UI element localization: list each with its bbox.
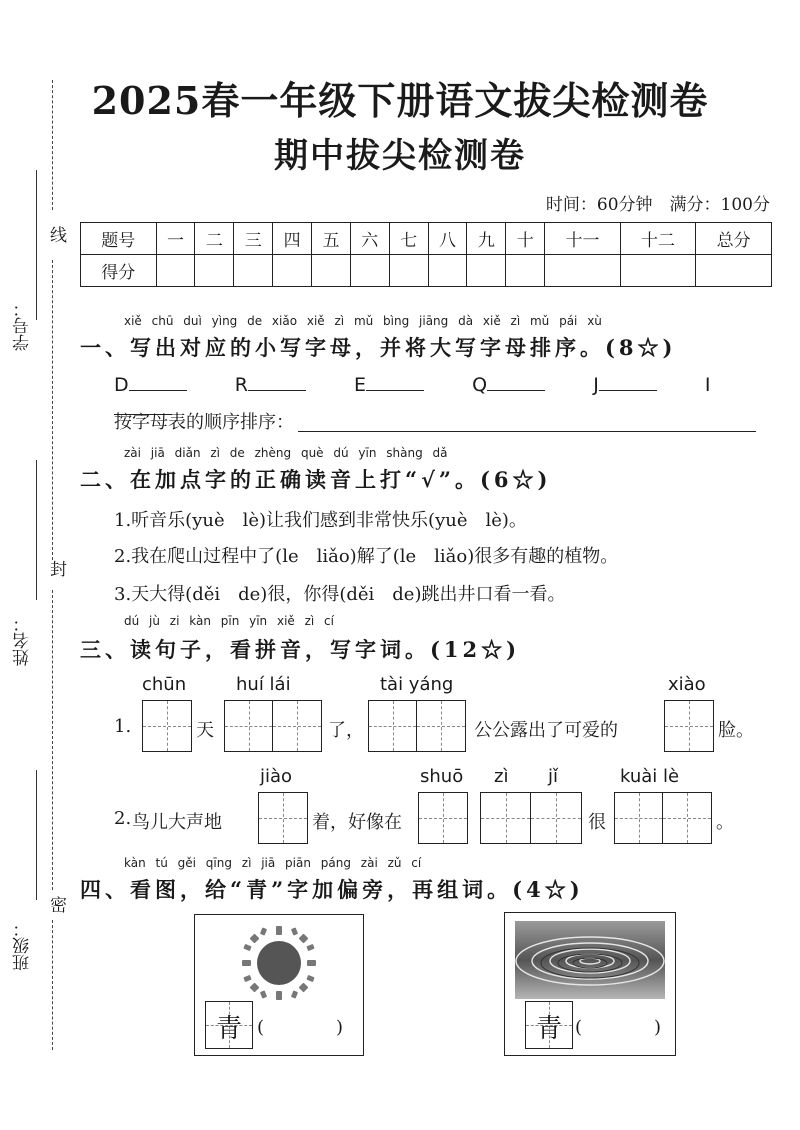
word-paren-1[interactable]: ( ) [257, 1017, 344, 1038]
s1-number: 1. [114, 716, 132, 737]
picture-box-sun [194, 914, 364, 1056]
binding-solid-line-1 [36, 170, 37, 320]
exam-title: 2025春一年级下册语文拔尖检测卷 [91, 78, 709, 123]
q3-pinyin: dú jù zi kàn pīn yīn xiě zì cí [124, 614, 334, 628]
score-cell[interactable] [428, 255, 467, 287]
q2-item-3: 3.天大得(děi de)很，你得(děi de)跳出井口看一看。 [114, 584, 566, 605]
radical-writing-box[interactable] [525, 1001, 573, 1049]
writing-grid[interactable] [664, 700, 714, 752]
letter-q: Q [472, 374, 488, 396]
s1-text-2: 了， [328, 720, 364, 741]
s2-text-3: 很 [588, 812, 606, 833]
grid-cell[interactable] [481, 793, 531, 843]
q3-title: 三、读句子，看拼音，写字词。(12☆) [80, 637, 521, 662]
student-id-label: 学号： [13, 300, 33, 351]
writing-grid[interactable] [480, 792, 582, 844]
letter-r: R [234, 374, 248, 396]
sun-icon [239, 923, 319, 1003]
score-cell[interactable] [467, 255, 506, 287]
table-cell: 一 [156, 223, 195, 255]
q2-item-1: 1.听音乐(yuè lè)让我们感到非常快乐(yuè lè)。 [114, 510, 527, 531]
table-cell: 六 [350, 223, 389, 255]
writing-grid[interactable] [614, 792, 712, 844]
binding-dashed-line-bottom [52, 920, 53, 1050]
exam-meta: 时间：60分钟 满分：100分 [545, 195, 770, 215]
score-cell[interactable] [545, 255, 621, 287]
binding-label-feng: 封 [46, 560, 66, 577]
s1-text-3: 公公露出了可爱的 [474, 720, 618, 741]
binding-label-xian: 线 [46, 226, 66, 243]
s2-number: 2. [114, 808, 132, 829]
table-cell: 五 [312, 223, 351, 255]
s1-pinyin-huilai: huí lái [236, 674, 291, 695]
writing-grid[interactable] [418, 792, 468, 844]
grid-cell[interactable] [419, 793, 467, 843]
water-ripple-icon [515, 921, 665, 999]
binding-dashed-line-low [52, 590, 53, 890]
score-cell[interactable] [156, 255, 195, 287]
table-cell: 二 [195, 223, 234, 255]
s1-pinyin-xiao: xiào [668, 674, 706, 695]
lowercase-blank[interactable] [129, 372, 187, 391]
exam-subtitle: 期中拔尖检测卷 [274, 136, 526, 176]
qing-character: 青 [536, 1014, 563, 1044]
s2-pinyin-shuo: shuō [420, 766, 464, 787]
table-cell: 九 [467, 223, 506, 255]
writing-grid[interactable] [224, 700, 322, 752]
table-cell: 十二 [620, 223, 696, 255]
table-cell: 十一 [545, 223, 621, 255]
writing-grid[interactable] [142, 700, 192, 752]
picture-box-water [504, 912, 676, 1056]
score-cell[interactable] [389, 255, 428, 287]
qing-character: 青 [216, 1014, 243, 1044]
grid-cell[interactable] [143, 701, 191, 751]
score-cell[interactable] [312, 255, 351, 287]
letter-j: J [593, 374, 599, 396]
table-cell: 得分 [81, 255, 157, 287]
score-cell[interactable] [234, 255, 273, 287]
s2-text-4: 。 [716, 812, 734, 833]
q1-pinyin: xiě chū duì yìng de xiǎo xiě zì mǔ bìng jiāng dà xiě zì mǔ pái xù [124, 314, 602, 328]
q1-order-line[interactable] [298, 431, 756, 432]
s1-text-1: 天 [196, 720, 214, 741]
binding-solid-line-2 [36, 460, 37, 600]
s2-pinyin-ji: jǐ [548, 766, 559, 787]
table-cell: 四 [273, 223, 312, 255]
q2-title: 二、在加点字的正确读音上打“√”。(6☆) [80, 467, 552, 492]
s2-pinyin-zi: zì [494, 766, 509, 787]
binding-dashed-line-mid [52, 260, 53, 560]
s2-pinyin-kuaile: kuài lè [620, 766, 680, 787]
grid-cell[interactable] [665, 701, 713, 751]
grid-cell[interactable] [531, 793, 581, 843]
table-cell: 十 [506, 223, 545, 255]
q1-order-label: 按字母表的顺序排序： [114, 412, 294, 433]
grid-cell[interactable] [615, 793, 663, 843]
grid-cell[interactable] [369, 701, 417, 751]
writing-grid[interactable] [258, 792, 308, 844]
letter-e: E [354, 374, 367, 396]
q2-pinyin: zài jiā diǎn zì de zhèng què dú yīn shàng dǎ [124, 446, 448, 460]
s1-pinyin-taiyang: tài yáng [380, 674, 454, 695]
q2-item-2: 2.我在爬山过程中了(le liǎo)解了(le liǎo)很多有趣的植物。 [114, 546, 619, 567]
q1-title: 一、写出对应的小写字母，并将大写字母排序。(8☆) [80, 335, 677, 360]
table-cell: 八 [428, 223, 467, 255]
letter-d: D [114, 374, 129, 396]
word-paren-2[interactable]: ( ) [575, 1017, 662, 1038]
binding-label-mi: 密 [46, 896, 66, 913]
score-cell[interactable] [350, 255, 389, 287]
score-cell[interactable] [195, 255, 234, 287]
writing-grid[interactable] [368, 700, 466, 752]
s1-pinyin-chun: chūn [142, 674, 187, 695]
lowercase-blank[interactable] [248, 372, 306, 391]
score-cell[interactable] [620, 255, 696, 287]
letter-i: I [704, 374, 711, 396]
score-table-header-row [81, 223, 772, 255]
q4-pinyin: kàn tú gěi qīng zì jiā piān páng zài zǔ cí [124, 856, 422, 870]
grid-cell[interactable] [663, 793, 711, 843]
name-label: 姓名： [13, 615, 33, 666]
radical-writing-box[interactable] [205, 1001, 253, 1049]
lowercase-blank[interactable] [599, 372, 657, 391]
score-table-score-row [81, 255, 772, 287]
grid-cell[interactable] [259, 793, 307, 843]
score-cell[interactable] [696, 255, 772, 287]
grid-cell[interactable] [273, 701, 321, 751]
score-cell[interactable] [506, 255, 545, 287]
s2-text-2: 着，好像在 [312, 812, 402, 833]
table-cell: 三 [234, 223, 273, 255]
binding-solid-line-3 [36, 770, 37, 900]
lowercase-blank[interactable] [366, 372, 424, 391]
s2-pinyin-jiao: jiào [260, 766, 293, 787]
score-table [80, 222, 772, 287]
table-cell: 题号 [81, 223, 157, 255]
s1-text-4: 脸。 [718, 720, 754, 741]
s2-text-1: 鸟儿大声地 [132, 812, 222, 833]
grid-cell[interactable] [225, 701, 273, 751]
table-cell: 总分 [696, 223, 772, 255]
score-cell[interactable] [273, 255, 312, 287]
class-label: 班级： [13, 920, 33, 971]
q4-title: 四、看图，给“青”字加偏旁，再组词。(4☆) [80, 877, 584, 902]
table-cell: 七 [389, 223, 428, 255]
lowercase-blank[interactable] [487, 372, 545, 391]
grid-cell[interactable] [417, 701, 465, 751]
